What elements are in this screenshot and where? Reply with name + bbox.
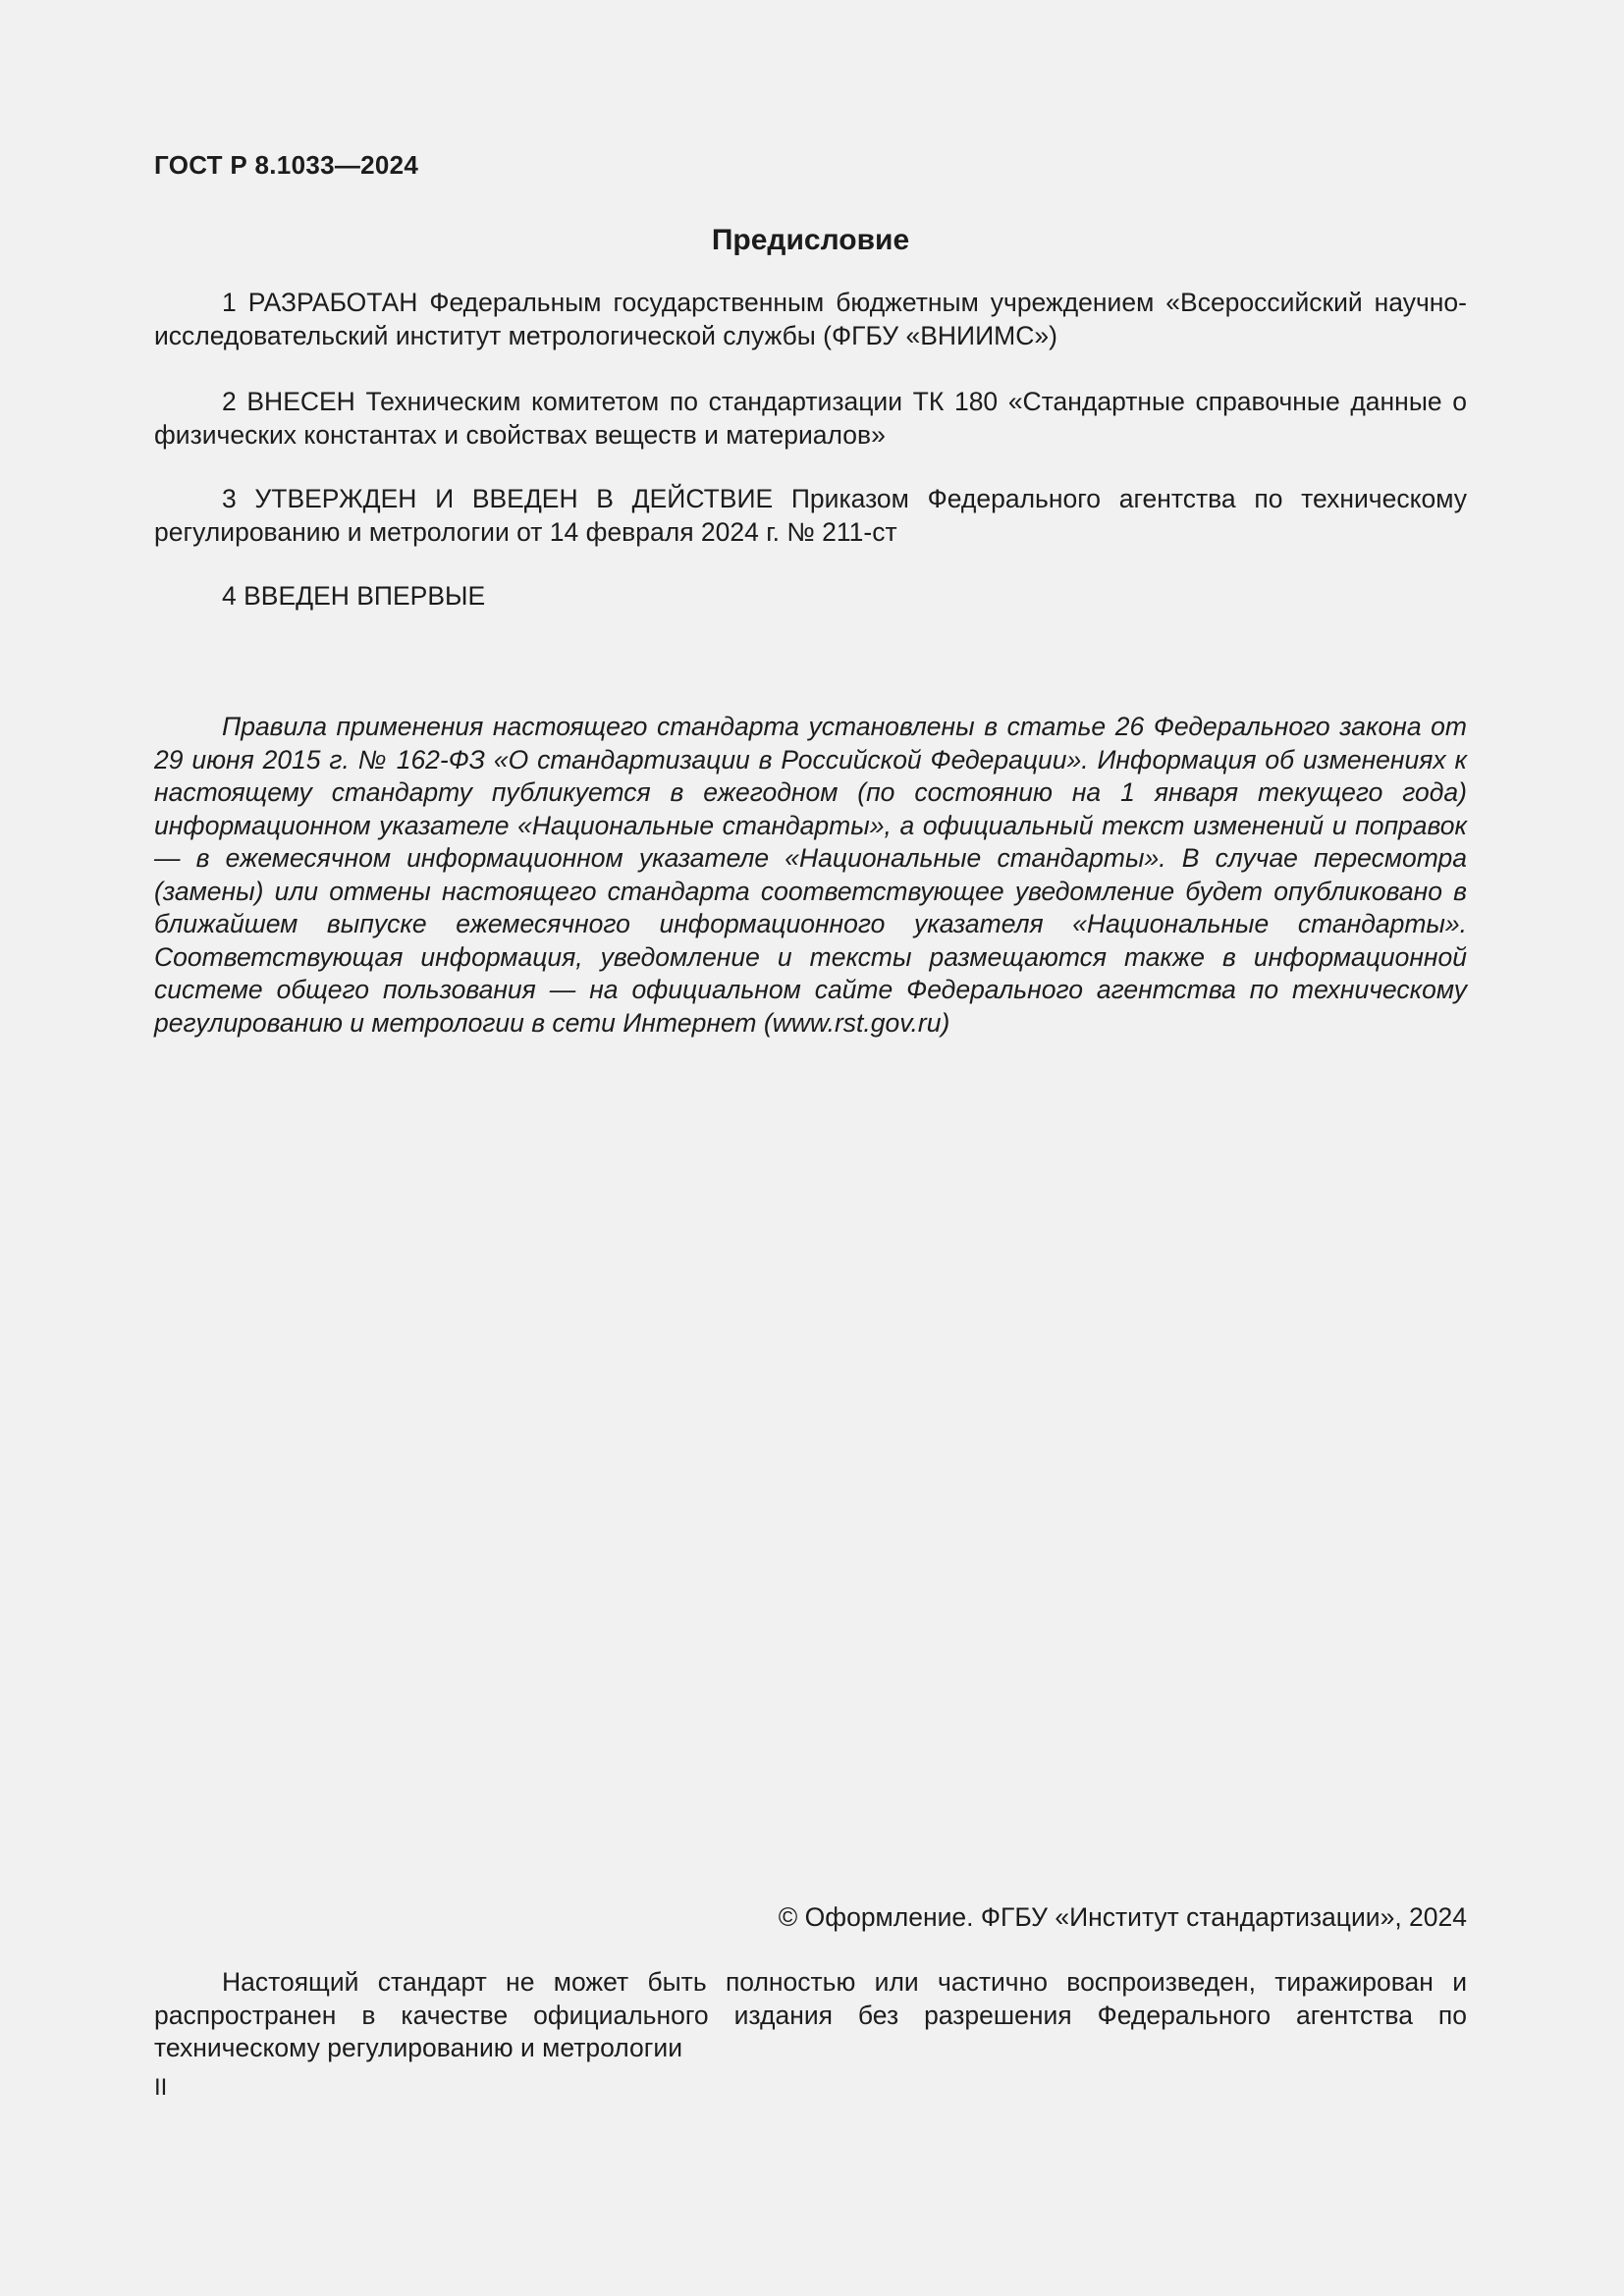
foreword-item-developed: 1 РАЗРАБОТАН Федеральным государственным бюджетным учреждением «Всероссийский научно-исследовательский институт метрологической службы (ФГБУ «ВНИИМС») — [154, 288, 1467, 350]
page-number: II — [154, 2074, 168, 2101]
document-page — [154, 0, 1467, 2296]
copyright-line: © Оформление. ФГБУ «Институт стандартизации», 2024 — [778, 1902, 1467, 1932]
foreword-item-approved: 3 УТВЕРЖДЕН И ВВЕДЕН В ДЕЙСТВИЕ Приказом Федерального агентства по техническому регулированию и метрологии от 14 февраля 2024 г. № 211-ст — [154, 484, 1467, 547]
application-rules-note: Правила применения настоящего стандарта установлены в статье 26 Федерального закона от 29 июня 2015 г. № 162-ФЗ «О стандартизации в Российской Федерации». Информация об изменениях к настоящему стандарту публикуется в ежегодном (по состоянию на 1 января текущего года) информационном указателе «Национальные стандарты», а официальный текст изменений и поправок — в ежемесячном информационном указателе «Национальные стандарты». В случае пересмотра (замены) или отмены настоящего стандарта соответствующее уведомление будет опубликовано в ближайшем выпуске ежемесячного информационного указателя «Национальные стандарты». Соответствующая информация, уведомление и тексты размещаются также в информационной системе общего пользования — на официальном сайте Федерального агентства по техническому регулированию и метрологии в сети Интернет (www.rst.gov.ru) — [154, 712, 1467, 1038]
foreword-item-introduced: 2 ВНЕСЕН Техническим комитетом по стандартизации ТК 180 «Стандартные справочные данные о физических константах и свойствах веществ и материалов» — [154, 387, 1467, 450]
foreword-item-first-introduced: 4 ВВЕДЕН ВПЕРВЫЕ — [222, 581, 486, 611]
reproduction-notice: Настоящий стандарт не может быть полностью или частично воспроизведен, тиражирован и распространен в качестве официального издания без разрешения Федерального агентства по техническому регулированию и метрологии — [154, 1967, 1467, 2062]
document-code: ГОСТ Р 8.1033—2024 — [154, 150, 419, 180]
section-title: Предисловие — [711, 224, 910, 256]
